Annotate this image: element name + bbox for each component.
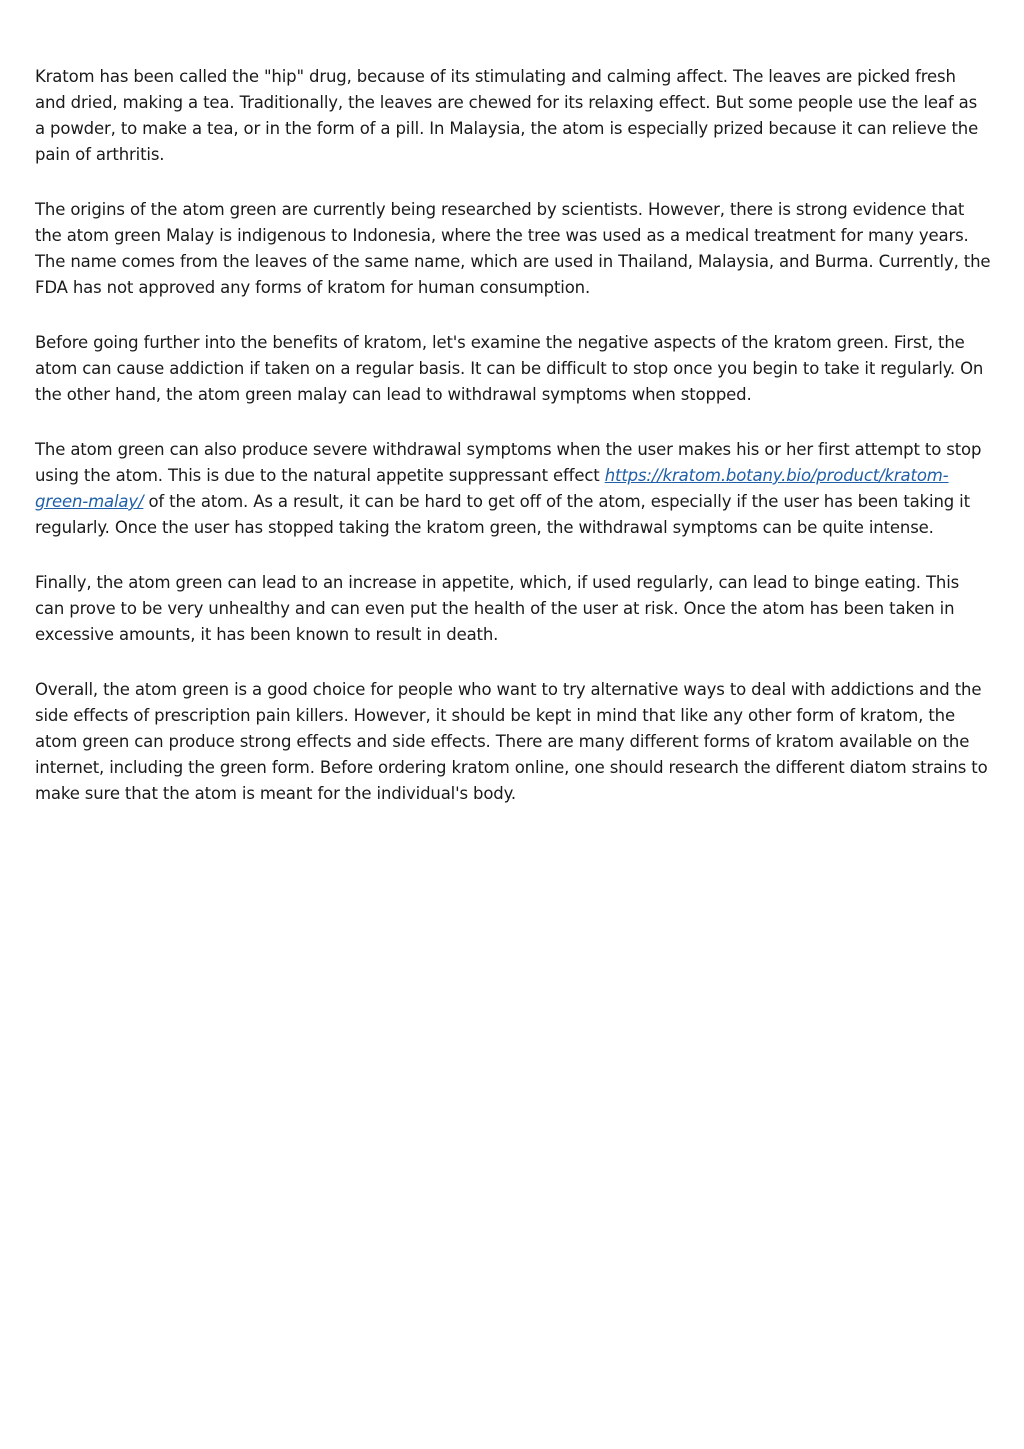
paragraph-negative-aspects: Before going further into the benefits of kratom, let's examine the negative aspects of the kratom green. First, the atom can cause addiction if taken on a regular basis. It can be difficult to stop once you begin to take it regularly. On the other hand, the atom green malay can lead to withdrawal symptoms when stopped. (35, 333, 984, 404)
kratom-green-malay-link[interactable]: https://kratom.botany.bio/product/kratom-green-malay/ (35, 466, 949, 511)
paragraph-withdrawal (35, 437, 991, 541)
paragraph-origins: The origins of the atom green are currently being researched by scientists. However, there is strong evidence that the atom green Malay is indigenous to Indonesia, where the tree was used as a medical treatment for many years. The name comes from the leaves of the same name, which are used in Thailand, Malaysia, and Burma. Currently, the FDA has not approved any forms of kratom for human consumption. (35, 200, 991, 297)
paragraph-appetite: Finally, the atom green can lead to an increase in appetite, which, if used regularly, can lead to binge eating. This can prove to be very unhealthy and can even put the health of the user at risk. Once the atom has been taken in excessive amounts, it has been known to result in death. (35, 573, 960, 644)
paragraph-intro: Kratom has been called the "hip" drug, because of its stimulating and calming affect. The leaves are picked fresh and dried, making a tea. Traditionally, the leaves are chewed for its relaxing effect. But some people use the leaf as a powder, to make a tea, or in the form of a pill. In Malaysia, the atom is especially prized because it can relieve the pain of arthritis. (35, 67, 979, 164)
paragraph-withdrawal-text-before: The atom green can also produce severe withdrawal symptoms when the user makes his or her first attempt to stop using the atom. This is due to the natural appetite suppressant effect (35, 440, 982, 485)
paragraph-overall: Overall, the atom green is a good choice for people who want to try alternative ways to deal with addictions and the side effects of prescription pain killers. However, it should be kept in mind that like any other form of kratom, the atom green can produce strong effects and side effects. There are many different forms of kratom available on the internet, including the green form. Before ordering kratom online, one should research the different diatom strains to make sure that the atom is meant for the individual's body. (35, 680, 988, 803)
document-body (35, 64, 991, 836)
paragraph-withdrawal-text-after: of the atom. As a result, it can be hard to get off of the atom, especially if the user has been taking it regularly. Once the user has stopped taking the kratom green, the withdrawal symptoms can be quite intense. (35, 492, 970, 537)
